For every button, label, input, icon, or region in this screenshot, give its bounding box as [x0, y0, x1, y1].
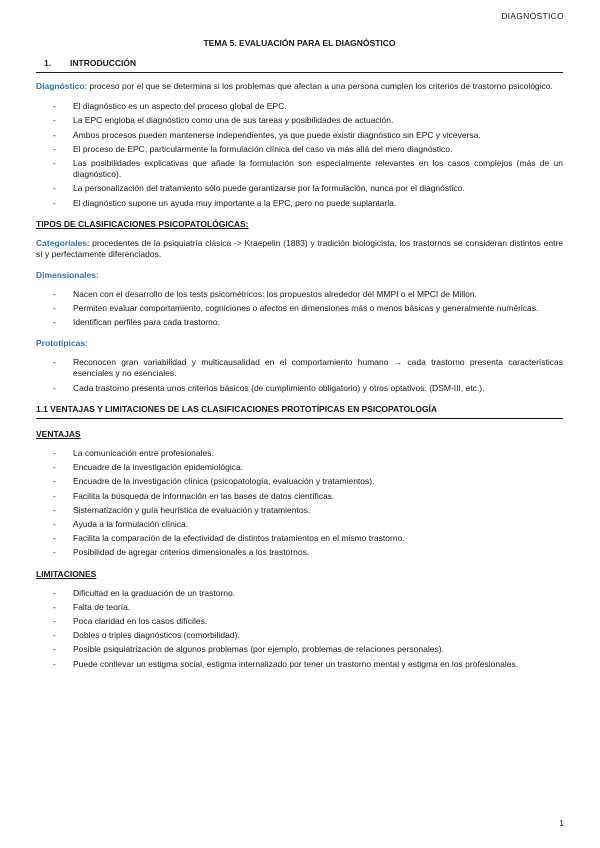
- section-title: INTRODUCCIÓN: [70, 58, 137, 69]
- list-item: - Ayuda a la formulación clínica.: [53, 518, 189, 529]
- bullet-dash: -: [53, 101, 56, 112]
- section-heading-introduccion: [36, 58, 563, 73]
- bullet-dash: -: [53, 476, 56, 487]
- bullet-dash: -: [53, 288, 56, 299]
- bullet-dash: -: [53, 115, 56, 126]
- dimensionales-bullet-list: [36, 289, 563, 329]
- list-item: - Dobles o triples diagnósticos (comorbilidad).: [53, 630, 240, 641]
- page-number: 1: [559, 818, 564, 828]
- list-item: - El proceso de EPC, particularmente la formulación clínica del caso va más allá del mero diagnóstico.: [53, 143, 453, 154]
- bullet-dash: -: [53, 303, 56, 314]
- ventajas-bullet-list: [36, 448, 563, 559]
- bullet-dash: -: [53, 533, 56, 544]
- bullet-dash: -: [53, 197, 56, 208]
- list-item: - Facilita la búsqueda de información en las bases de datos científicas.: [53, 490, 335, 501]
- list-item: - El diagnóstico supone un ayuda muy importante a la EPC, pero no puede suplantarla.: [53, 197, 397, 208]
- list-item: - Puede conllevar un estigma social, estigma internalizado por tener un trastorno mental y estigma en los profesionales.: [53, 658, 519, 669]
- definition-text: : proceso por el que se determina si los problemas que afectan a una persona cumplen los criterios de trastorno psicológico.: [84, 81, 553, 92]
- bullet-dash: -: [53, 129, 56, 140]
- categoriales-paragraph: [36, 238, 563, 260]
- list-item: - Identifican perfiles para cada trastorno.: [53, 317, 220, 328]
- list-item: - Reconocen gran variabilidad y multicausalidad en el comportamiento humano → cada trastorno presenta características esenciales y no esenciales.: [53, 357, 563, 379]
- ventajas-heading: VENTAJAS: [36, 428, 81, 439]
- tipos-heading: TIPOS DE CLASIFICACIONES PSICOPATOLÓGICAS:: [36, 218, 249, 229]
- list-item: - Poca claridad en los casos difíciles.: [53, 616, 208, 627]
- bullet-dash: -: [53, 601, 56, 612]
- list-item: - La personalización del tratamiento sólo puede garantizarse por la formulación, nunca por el diagnóstico.: [53, 183, 465, 194]
- section-heading-ventajas-limitaciones: 1.1 VENTAJAS Y LIMITACIONES DE LAS CLASIFICACIONES PROTOTÍPICAS EN PSICOPATOLOGÍA: [36, 404, 563, 419]
- bullet-dash: -: [53, 143, 56, 154]
- list-item: - Encuadre de la investigación epidemiológica.: [53, 462, 244, 473]
- list-item: - Cada trastorno presenta unos criterios básicos (de cumplimiento obligatorio) y otros optativos. (DSM-III, etc.).: [53, 382, 485, 393]
- document-title: TEMA 5. EVALUACIÓN PARA EL DIAGNÓSTICO: [203, 38, 396, 48]
- list-item: - El diagnóstico es un aspecto del proceso global de EPC.: [53, 101, 287, 112]
- categoriales-term: Categoriales: [36, 237, 88, 248]
- list-item: - Nacen con el desarrollo de los tests psicométricos: los propuestos alrededor del MMPI o el MPCI de Millon.: [53, 288, 477, 299]
- bullet-dash: -: [53, 504, 56, 515]
- limitaciones-heading: LIMITACIONES: [36, 568, 97, 579]
- list-item: - Falta de teoría.: [53, 601, 131, 612]
- prototipicas-bullet-list: [36, 357, 563, 393]
- bullet-dash: -: [53, 547, 56, 558]
- bullet-dash: -: [53, 158, 56, 169]
- running-header: DIAGNÓSTICO: [501, 11, 564, 21]
- dimensionales-heading: Dimensionales:: [36, 269, 99, 280]
- bullet-dash: -: [53, 447, 56, 458]
- list-item: - Las posibilidades explicativas que añade la formulación son especialmente relevantes en los casos complejos (más de un diagnóstico).: [53, 158, 563, 180]
- bullet-dash: -: [53, 357, 56, 368]
- intro-bullet-list: [36, 101, 563, 209]
- prototipicas-heading: Prototípicas:: [36, 338, 88, 349]
- list-item: - Dificultad en la graduación de un trastorno.: [53, 587, 236, 598]
- section-number: 1.: [44, 58, 52, 69]
- limitaciones-bullet-list: [36, 588, 563, 670]
- bullet-dash: -: [53, 183, 56, 194]
- list-item: - La comunicación entre profesionales.: [53, 447, 214, 458]
- bullet-dash: -: [53, 616, 56, 627]
- definition-term: Diagnóstico: [36, 81, 85, 92]
- list-item: - Posibilidad de agregar criterios dimensionales a los trastornos.: [53, 547, 310, 558]
- categoriales-text: : procedentes de la psiquiatría clásica -> Kraepelin (1883) y tradición biologicista, los trastornos se consideran distintos entre sí y perfectamente diferenciados.: [36, 237, 563, 259]
- list-item: - Encuadre de la investigación clínica (psicopatología, evaluación y tratamientos).: [53, 476, 375, 487]
- diagnostico-definition: [36, 81, 563, 92]
- bullet-dash: -: [53, 518, 56, 529]
- bullet-dash: -: [53, 317, 56, 328]
- bullet-dash: -: [53, 382, 56, 393]
- list-item: - Permiten evaluar comportamiento, cogniciones o afectos en dimensiones más o menos básicas y generalmente numéricas.: [53, 303, 539, 314]
- bullet-dash: -: [53, 490, 56, 501]
- bullet-dash: -: [53, 462, 56, 473]
- list-item: - Facilita la comparación de la efectividad de distintos tratamientos en el mismo trastorno.: [53, 533, 405, 544]
- list-item: - La EPC engloba el diagnóstico como una de sus tareas y posibilidades de actuación.: [53, 115, 394, 126]
- bullet-dash: -: [53, 644, 56, 655]
- page-content: [36, 38, 563, 678]
- bullet-dash: -: [53, 658, 56, 669]
- bullet-dash: -: [53, 630, 56, 641]
- list-item: - Posible psiquiatrización de algunos problemas (por ejemplo, problemas de relaciones personales).: [53, 644, 444, 655]
- list-item: - Ambos procesos pueden mantenerse independientes, ya que puede existir diagnóstico sin EPC y viceversa.: [53, 129, 481, 140]
- list-item: - Sistematización y guía heurística de evaluación y tratamientos.: [53, 504, 311, 515]
- bullet-dash: -: [53, 587, 56, 598]
